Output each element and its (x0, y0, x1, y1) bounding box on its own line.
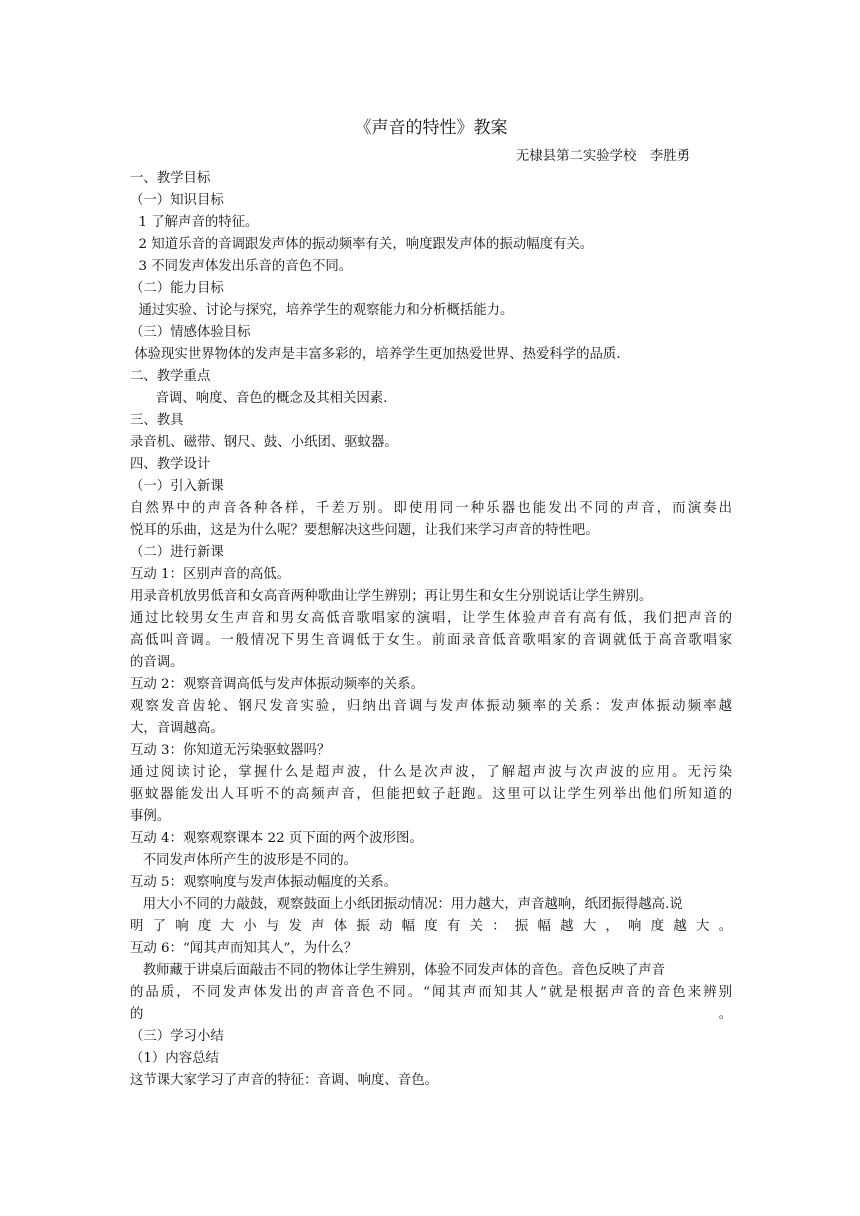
text-line: 这节课大家学习了声音的特征：音调、响度、音色。 (130, 1073, 438, 1088)
text-line: 四、教学设计 (130, 457, 211, 472)
text-line: 悦耳的乐曲，这是为什么呢？要想解决这些问题，让我们来学习声音的特性吧。 (130, 523, 599, 538)
text-line: 二、教学重点 (130, 369, 211, 384)
text-line: 自然界中的声音各种各样，千差万别。即使用同一种乐器也能发出不同的声音，而演奏出 (130, 501, 732, 516)
text-line: 事例。 (130, 809, 171, 824)
text-line: 一、教学目标 (130, 171, 211, 186)
text-line: 不同发声体所产生的波形是不同的。 (130, 853, 358, 868)
document-page (130, 112, 732, 1092)
text-line: 的。 (130, 1007, 732, 1022)
text-line: 通过阅读讨论，掌握什么是超声波，什么是次声波，了解超声波与次声波的应用。无污染 (130, 765, 732, 780)
text-line: 3 不同发声体发出乐音的音色不同。 (130, 259, 353, 274)
document-body (130, 168, 732, 1092)
text-line: 互动 6：“闻其声而知其人”，为什么？ (130, 941, 358, 956)
text-line: 通过比较男女生声音和男女高低音歌唱家的演唱，让学生体验声音有高有低，我们把声音的 (130, 611, 732, 626)
text-line: 互动 1：区别声音的高低。 (130, 567, 291, 582)
text-line: 互动 4：观察观察课本 22 页下面的两个波形图。 (130, 831, 423, 846)
text-line: （三）学习小结 (130, 1029, 224, 1044)
text-line: 大，音调越高。 (130, 721, 224, 736)
text-line: 用大小不同的力敲鼓，观察鼓面上小纸团振动情况：用力越大，声音越响，纸团振得越高.说 (130, 897, 683, 912)
text-line: 互动 3：你知道无污染驱蚊器吗？ (130, 743, 331, 758)
text-line: 互动 5：观察响度与发声体振动幅度的关系。 (130, 875, 398, 890)
text-line: 1 了解声音的特征。 (130, 215, 259, 230)
text-line: 体验现实世界物体的发声是丰富多彩的，培养学生更加热爱世界、热爱科学的品质. (130, 347, 621, 362)
text-line: 互动 2：观察音调高低与发声体振动频率的关系。 (130, 677, 424, 692)
text-line: 音调、响度、音色的概念及其相关因素. (130, 391, 388, 406)
document-author: 无棣县第二实验学校 李胜勇 (515, 149, 690, 164)
text-line: （三）情感体验目标 (130, 325, 251, 340)
text-line: 通过实验、讨论与探究，培养学生的观察能力和分析概括能力。 (130, 303, 514, 318)
text-line: （1）内容总结 (130, 1051, 219, 1066)
text-line: 明了响度大小与发声体振动幅度有关：振幅越大，响度越大。 (130, 919, 732, 934)
text-line: 驱蚊器能发出人耳听不的高频声音，但能把蚊子赶跑。这里可以让学生列举出他们所知道的 (130, 787, 732, 802)
text-line: 用录音机放男低音和女高音两种歌曲让学生辨别；再让男生和女生分别说话让学生辨别。 (130, 589, 653, 604)
text-line: 三、教具 (130, 413, 184, 428)
text-line: 的品质，不同发声体发出的声音音色不同。“闻其声而知其人”就是根据声音的音色来辨别 (130, 985, 732, 1000)
text-line: 录音机、磁带、钢尺、鼓、小纸团、驱蚊器。 (130, 435, 398, 450)
document-title: 《声音的特性》教案 (354, 118, 508, 138)
text-line: （一）引入新课 (130, 479, 224, 494)
text-line: （二）进行新课 (130, 545, 224, 560)
text-line: 2 知道乐音的音调跟发声体的振动频率有关，响度跟发声体的振动幅度有关。 (130, 237, 594, 252)
text-line: （一）知识目标 (130, 193, 224, 208)
text-line: 高低叫音调。一般情况下男生音调低于女生。前面录音低音歌唱家的音调就低于高音歌唱家 (130, 633, 732, 648)
text-line: 教师藏于讲桌后面敲击不同的物体让学生辨别，体验不同发声体的音色。音色反映了声音 (130, 963, 666, 978)
text-line: （二）能力目标 (130, 281, 224, 296)
text-line: 观察发音齿轮、钢尺发音实验，归纳出音调与发声体振动频率的关系：发声体振动频率越 (130, 699, 732, 714)
text-line: 的音调。 (130, 655, 184, 670)
